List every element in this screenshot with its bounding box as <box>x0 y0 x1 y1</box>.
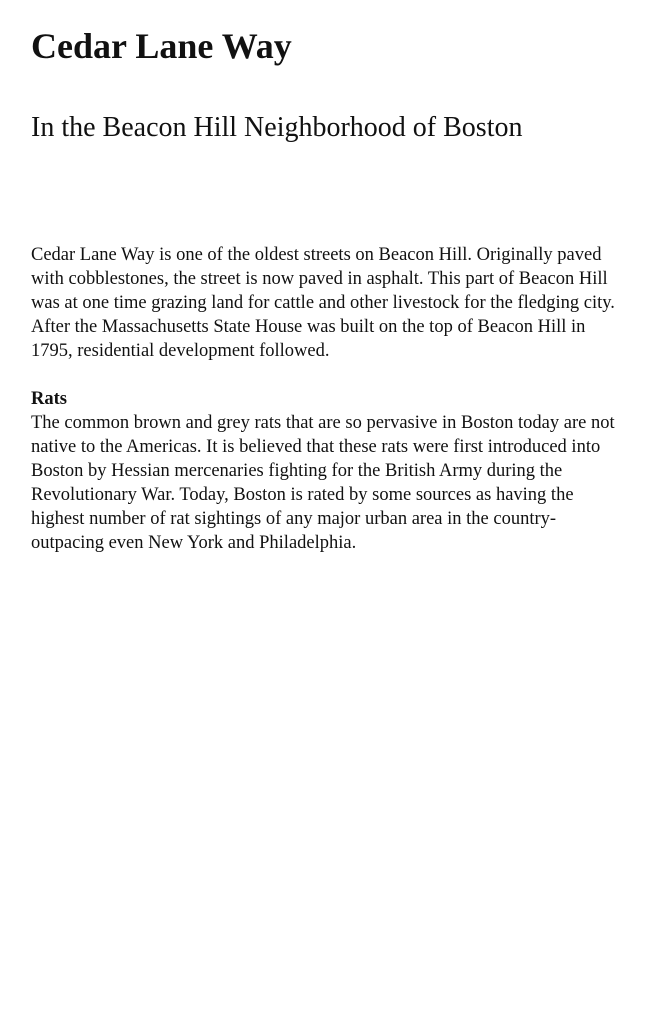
document-body <box>31 243 631 579</box>
page-title: Cedar Lane Way <box>31 26 292 66</box>
intro-paragraph: Cedar Lane Way is one of the oldest streets on Beacon Hill. Originally paved with cobblestones, the street is now paved in asphalt. This part of Beacon Hill was at one time grazing land for cattle and other livestock for the fledging city. After the Massachusetts State House was built on the top of Beacon Hill in 1795, residential development followed. <box>31 245 615 361</box>
section-paragraph: The common brown and grey rats that are so pervasive in Boston today are not native to the Americas. It is believed that these rats were first introduced into Boston by Hessian mercenaries fighting for the British Army during the Revolutionary War. Today, Boston is rated by some sources as having the highest number of rat sightings of any major urban area in the country- outpacing even New York and Philadelphia. <box>31 413 615 553</box>
section-heading: Rats <box>31 389 67 409</box>
page-subtitle: In the Beacon Hill Neighborhood of Boston <box>31 112 523 143</box>
section-rats <box>31 387 631 555</box>
